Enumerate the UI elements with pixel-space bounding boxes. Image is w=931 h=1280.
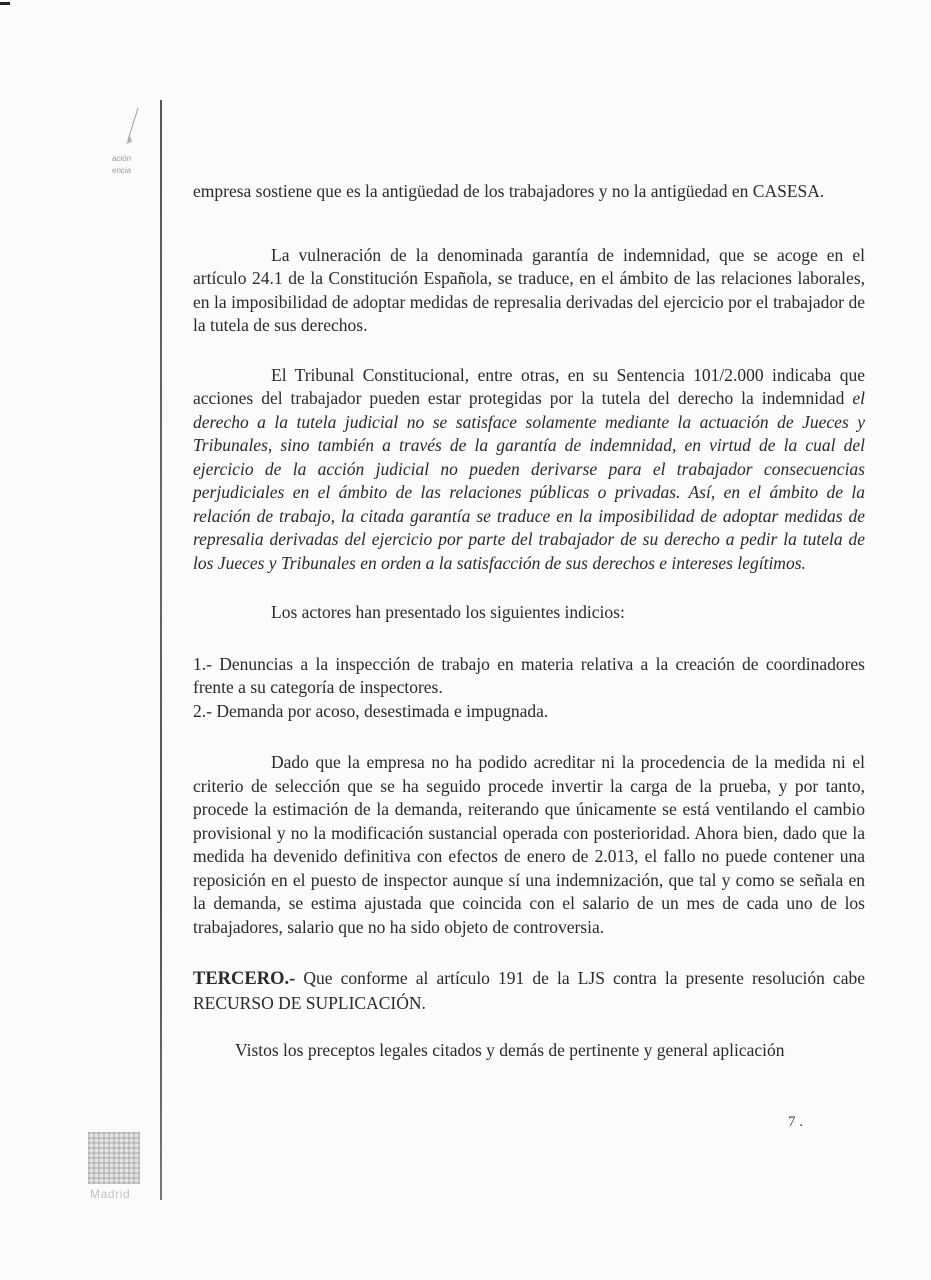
paragraph-tribunal (193, 364, 865, 576)
paragraph-tribunal-plain: El Tribunal Constitucional, entre otras, en su Sentencia 101/2.000 indicaba que acciones del trabajador pueden estar protegidas por la tutela del derecho la indemnidad (193, 364, 865, 408)
paragraph-closing: Vistos los preceptos legales citados y demás de pertinente y general aplicación (235, 1040, 785, 1060)
paragraph-tercero (193, 967, 865, 1015)
document-body (193, 180, 865, 1063)
list-item: 2.- Demanda por acoso, desestimada e impugnada. (193, 700, 549, 721)
margin-stamp-line2: encia (112, 166, 132, 175)
paragraph-conclusion: Dado que la empresa no ha podido acreditar ni la procedencia de la medida ni el criterio de selección que se ha seguido procede invertir la carga de la prueba, y por tanto, procede la estimación de la demanda, reiterando que únicamente se está ventilando el cambio provisional y no la modificación sustancial operada con posterioridad. Ahora bien, dado que la medida ha devenido definitiva con efectos de enero de 2.013, el fallo no puede contener una reposición en el puesto de inspector aunque sí una indemnización, que tal y como se señala en la demanda, se estima ajustada que coincida con el salario de un mes de cada uno de los trabajadores, salario que no ha sido objeto de controversia. (193, 752, 865, 937)
margin-stamp-icon (108, 100, 158, 190)
paragraph-indicios-intro: Los actores han presentado los siguientes indicios: (271, 602, 625, 622)
margin-rule (160, 100, 162, 1200)
paragraph-tribunal-quote: el derecho a la tutela judicial no se satisface solamente mediante la actuación de Jueces y Tribunales, sino también a través de la garantía de indemnidad, en virtud de la cual del ejercicio de la acción judicial no pueden derivarse para el trabajador consecuencias perjudiciales en el ámbito de las relaciones públicas o privadas. Así, en el ámbito de la relación de trabajo, la citada garantía se traduce en la imposibilidad de adoptar medidas de represalia derivadas del ejercicio por parte del trabajador de su derecho a pedir la tutela de los Jueces y Tribunales en orden a la satisfacción de sus derechos e intereses legítimos. (193, 388, 865, 573)
paragraph-continuation: empresa sostiene que es la antigüedad de los trabajadores y no la antigüedad en CASESA. (193, 181, 825, 201)
list-item: 1.- Denuncias a la inspección de trabajo en materia relativa a la creación de coordinadores frente a su categoría de inspectores. (193, 653, 865, 697)
indicios-list (193, 653, 865, 724)
margin-stamp-line1: ación (112, 154, 132, 163)
tercero-label: TERCERO.- (193, 969, 296, 989)
paragraph-indemnidad: La vulneración de la denominada garantía de indemnidad, que se acoge en el artículo 24.1 de la Constitución Española, se traduce, en el ámbito de las relaciones laborales, en la imposibilidad de adoptar medidas de represalia derivadas del ejercicio por el trabajador de la tutela de sus derechos. (193, 244, 865, 335)
madrid-logo-text: Madrid (90, 1187, 131, 1201)
page-number: 7 . (788, 1114, 803, 1130)
tercero-text: Que conforme al artículo 191 de la LJS contra la presente resolución cabe RECURSO DE SUPLICACIÓN. (193, 968, 865, 1013)
scan-corner-mark (0, 2, 10, 5)
madrid-logo-icon (88, 1132, 140, 1184)
